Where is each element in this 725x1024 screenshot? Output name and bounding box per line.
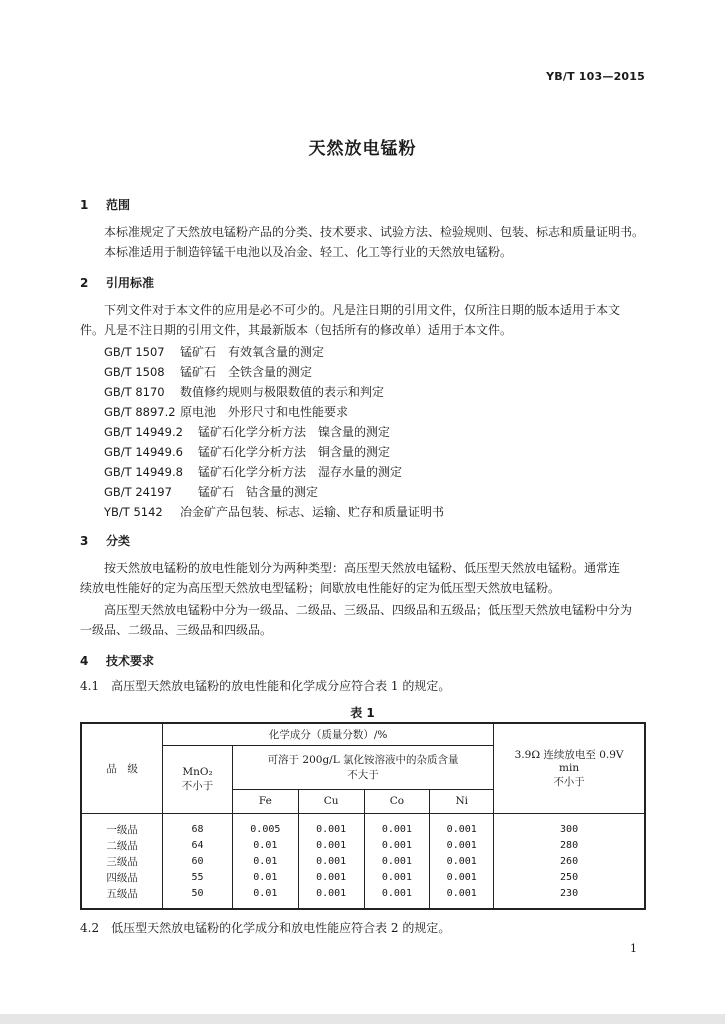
header-impurity <box>232 745 493 789</box>
paragraph: 件。凡是不注日期的引用文件，其最新版本（包括所有的修改单）适用于本文件。 <box>80 323 513 337</box>
reference-item <box>104 382 384 402</box>
paragraph: 续放电性能好的定为高压型天然放电型锰粉；间歇放电性能好的定为低压型天然放电锰粉。 <box>80 581 561 595</box>
reference-item <box>104 442 390 462</box>
paragraph: 下列文件对于本文件的应用是必不可少的。凡是注日期的引用文件，仅所注日期的版本适用于本文 <box>104 303 621 317</box>
cell-co: 0.001 <box>364 870 430 886</box>
section-2-heading <box>80 274 154 291</box>
paragraph: 高压型天然放电锰粉中分为一级品、二级品、三级品、四级品和五级品；低压型天然放电锰粉中分为 <box>104 603 633 617</box>
cell-mno2: 64 <box>163 838 233 854</box>
section-title: 引用标准 <box>106 276 155 290</box>
reference-code: YB/T 5142 <box>104 505 163 519</box>
reference-item <box>104 502 444 522</box>
reference-item <box>104 482 318 502</box>
cell-cu: 0.001 <box>298 886 364 909</box>
section-number: 1 <box>80 198 89 212</box>
cell-co: 0.001 <box>364 838 430 854</box>
cell-cu: 0.001 <box>298 813 364 838</box>
section-title: 分类 <box>106 534 131 548</box>
cell-discharge-min: 280 <box>494 838 645 854</box>
cell-grade: 一级品 <box>81 813 163 838</box>
header-impurity-line1: 可溶于 200g/L 氯化铵溶液中的杂质含量 <box>267 754 459 766</box>
section-number: 4 <box>80 654 89 668</box>
table-row <box>81 838 645 854</box>
cell-ni: 0.001 <box>430 838 494 854</box>
reference-title: 锰矿石化学分析方法 铜含量的测定 <box>198 445 391 459</box>
cell-cu: 0.001 <box>298 838 364 854</box>
cell-grade: 三级品 <box>81 854 163 870</box>
reference-title: 锰矿石 有效氧含量的测定 <box>180 345 325 359</box>
reference-title: 冶金矿产品包装、标志、运输、贮存和质量证明书 <box>180 505 445 519</box>
cell-cu: 0.001 <box>298 870 364 886</box>
cell-fe: 0.01 <box>232 838 298 854</box>
cell-mno2: 68 <box>163 813 233 838</box>
reference-code: GB/T 1508 <box>104 365 165 379</box>
paragraph: 本标准适用于制造锌锰干电池以及冶金、轻工、化工等行业的天然放电锰粉。 <box>104 245 513 259</box>
reference-code: GB/T 14949.6 <box>104 445 183 459</box>
cell-grade: 五级品 <box>81 886 163 909</box>
reference-code: GB/T 24197 <box>104 485 172 499</box>
reference-code: GB/T 8897.2 <box>104 405 176 419</box>
reference-title: 原电池 外形尺寸和电性能要求 <box>180 405 349 419</box>
cell-fe: 0.01 <box>232 854 298 870</box>
cell-ni: 0.001 <box>430 886 494 909</box>
clause-4-2: 4.2 低压型天然放电锰粉的化学成分和放电性能应符合表 2 的规定。 <box>80 921 451 935</box>
cell-cu: 0.001 <box>298 854 364 870</box>
cell-ni: 0.001 <box>430 870 494 886</box>
cell-fe: 0.005 <box>232 813 298 838</box>
paragraph: 一级品、二级品、三级品和四级品。 <box>80 623 273 637</box>
paragraph: 本标准规定了天然放电锰粉产品的分类、技术要求、试验方法、检验规则、包装、标志和质量证明书。 <box>104 225 645 239</box>
cell-co: 0.001 <box>364 813 430 838</box>
section-1-heading <box>80 196 130 213</box>
header-mno2 <box>163 745 233 813</box>
cell-ni: 0.001 <box>430 813 494 838</box>
cell-discharge-min: 230 <box>494 886 645 909</box>
section-title: 技术要求 <box>106 654 155 668</box>
header-co: Co <box>364 789 430 813</box>
table-row <box>81 854 645 870</box>
table-row <box>81 886 645 909</box>
reference-code: GB/T 8170 <box>104 385 165 399</box>
reference-title: 锰矿石化学分析方法 湿存水量的测定 <box>198 465 403 479</box>
header-discharge-line2: min <box>559 762 580 775</box>
reference-title: 锰矿石 钴含量的测定 <box>198 485 319 499</box>
reference-title: 锰矿石化学分析方法 镍含量的测定 <box>198 425 391 439</box>
cell-co: 0.001 <box>364 854 430 870</box>
header-grade: 品 级 <box>81 723 163 813</box>
paragraph: 按天然放电锰粉的放电性能划分为两种类型：高压型天然放电锰粉、低压型天然放电锰粉。通常连 <box>104 561 621 575</box>
header-ni: Ni <box>430 789 494 813</box>
cell-mno2: 50 <box>163 886 233 909</box>
cell-grade: 二级品 <box>81 838 163 854</box>
section-4-heading <box>80 652 154 669</box>
standard-code: YB/T 103—2015 <box>546 70 645 83</box>
reference-item <box>104 462 402 482</box>
section-title: 范围 <box>106 198 131 212</box>
header-mno2-label: MnO₂ <box>182 765 213 778</box>
header-discharge-line1: 3.9Ω 连续放电至 0.9V <box>514 749 624 762</box>
reference-code: GB/T 14949.8 <box>104 465 183 479</box>
reference-title: 数值修约规则与极限数值的表示和判定 <box>180 385 385 399</box>
reference-item <box>104 342 324 362</box>
document-title: 天然放电锰粉 <box>308 139 417 159</box>
header-discharge <box>494 723 645 813</box>
table-row <box>81 870 645 886</box>
cell-fe: 0.01 <box>232 870 298 886</box>
header-fe: Fe <box>232 789 298 813</box>
reference-title: 锰矿石 全铁含量的测定 <box>180 365 313 379</box>
header-impurity-line2: 不大于 <box>347 769 379 781</box>
cell-discharge-min: 260 <box>494 854 645 870</box>
header-cu: Cu <box>298 789 364 813</box>
clause-4-1: 4.1 高压型天然放电锰粉的放电性能和化学成分应符合表 1 的规定。 <box>80 679 451 693</box>
cell-ni: 0.001 <box>430 854 494 870</box>
reference-item <box>104 362 312 382</box>
header-discharge-line3: 不小于 <box>553 776 585 789</box>
cell-grade: 四级品 <box>81 870 163 886</box>
section-3-heading <box>80 532 130 549</box>
reference-code: GB/T 14949.2 <box>104 425 183 439</box>
cell-mno2: 55 <box>163 870 233 886</box>
table-caption: 表 1 <box>350 706 375 720</box>
table-1 <box>80 722 646 910</box>
cell-co: 0.001 <box>364 886 430 909</box>
reference-item <box>104 402 348 422</box>
cell-fe: 0.01 <box>232 886 298 909</box>
header-chemical-composition: 化学成分（质量分数）/% <box>163 723 494 745</box>
header-mno2-limit: 不小于 <box>181 779 214 792</box>
section-number: 3 <box>80 534 89 548</box>
cell-mno2: 60 <box>163 854 233 870</box>
reference-code: GB/T 1507 <box>104 345 165 359</box>
page-bottom-edge <box>0 1014 725 1024</box>
cell-discharge-min: 300 <box>494 813 645 838</box>
reference-item <box>104 422 390 442</box>
section-number: 2 <box>80 276 89 290</box>
page-number: 1 <box>630 942 637 955</box>
table-row <box>81 813 645 838</box>
cell-discharge-min: 250 <box>494 870 645 886</box>
